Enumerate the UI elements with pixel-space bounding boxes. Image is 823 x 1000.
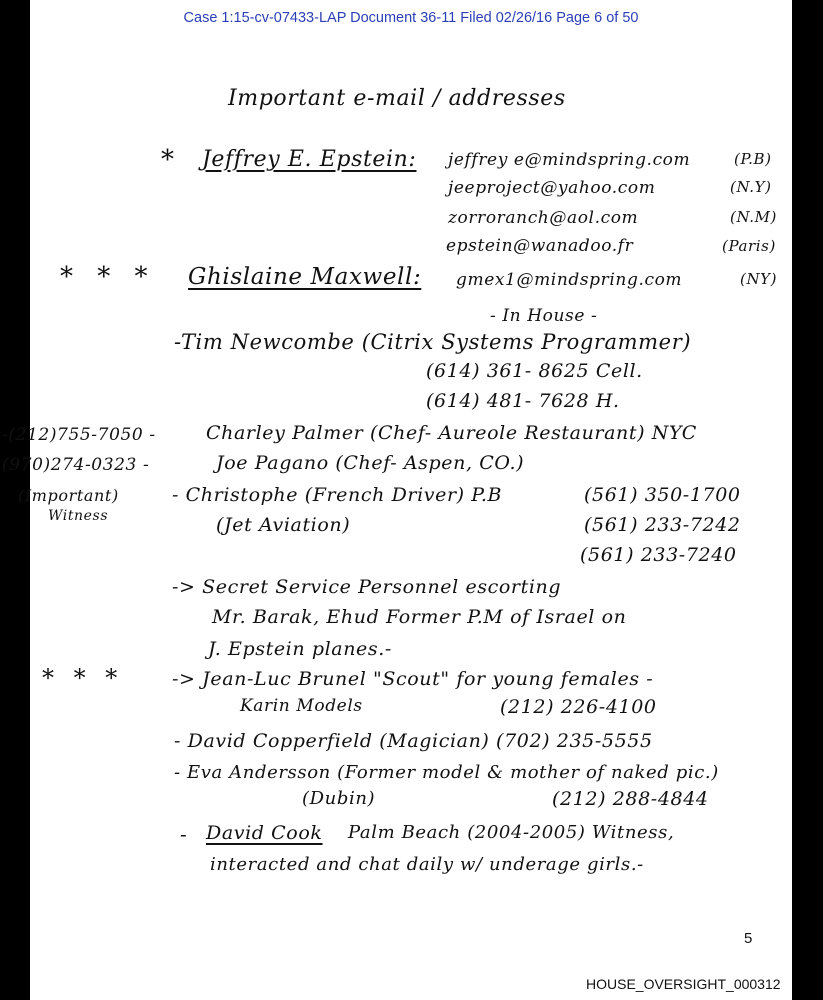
epstein-email-2: jeeproject@yahoo.com: [448, 178, 656, 198]
secret-service-line-2: Mr. Barak, Ehud Former P.M of Israel on: [212, 606, 627, 628]
important-note: (Important): [18, 486, 119, 505]
brunel-line: -> Jean-Luc Brunel "Scout" for young females -: [172, 668, 654, 690]
bates-number: HOUSE_OVERSIGHT_000312: [586, 976, 781, 992]
epstein-email-1: jeffrey e@mindspring.com: [448, 150, 691, 170]
christophe-phone-2: (561) 233-7242: [584, 514, 741, 536]
pagano-phone: (970)274-0323 -: [2, 455, 150, 475]
cook-dash: -: [180, 822, 188, 846]
epstein-loc-4: (Paris): [722, 237, 776, 255]
epstein-loc-1: (P.B): [734, 150, 772, 168]
epstein-loc-3: (N.M): [730, 208, 777, 226]
secret-service-line-3: J. Epstein planes.-: [208, 638, 392, 660]
newcombe-phone-cell: (614) 361- 8625 Cell.: [426, 360, 643, 382]
maxwell-loc: (NY): [740, 270, 778, 288]
secret-service-line-1: -> Secret Service Personnel escorting: [172, 576, 562, 598]
christophe-sub: (Jet Aviation): [216, 514, 351, 536]
cook-line: Palm Beach (2004-2005) Witness,: [348, 822, 675, 843]
epstein-loc-2: (N.Y): [730, 178, 772, 196]
case-header: Case 1:15-cv-07433-LAP Document 36-11 Filed 02/26/16 Page 6 of 50: [183, 10, 639, 26]
brunel-phone: (212) 226-4100: [500, 696, 657, 718]
palmer-line: Charley Palmer (Chef- Aureole Restaurant) NYC: [206, 422, 697, 444]
cook-name: David Cook: [206, 822, 323, 844]
andersson-phone: (212) 288-4844: [552, 788, 709, 810]
christophe-line: - Christophe (French Driver) P.B: [172, 484, 503, 506]
brunel-sub: Karin Models: [240, 696, 363, 716]
maxwell-stars: * * *: [60, 262, 156, 292]
document-page: [2, 0, 792, 1000]
andersson-sub: (Dubin): [302, 788, 376, 809]
epstein-name: Jeffrey E. Epstein:: [202, 147, 417, 172]
brunel-stars: * * *: [42, 664, 124, 692]
in-house-note: - In House -: [490, 306, 598, 326]
christophe-phone-3: (561) 233-7240: [580, 544, 737, 566]
pagano-line: Joe Pagano (Chef- Aspen, CO.): [216, 452, 525, 474]
cook-line-2: interacted and chat daily w/ underage girls.-: [210, 854, 644, 875]
epstein-email-3: zorroranch@aol.com: [448, 208, 639, 228]
epstein-star: *: [161, 145, 175, 175]
newcombe-line: -Tim Newcombe (Citrix Systems Programmer): [174, 330, 692, 354]
copperfield-line: - David Copperfield (Magician) (702) 235-5555: [174, 730, 653, 752]
page-title: Important e-mail / addresses: [228, 86, 566, 111]
newcombe-phone-home: (614) 481- 7628 H.: [426, 390, 620, 412]
maxwell-email: gmex1@mindspring.com: [456, 270, 683, 290]
palmer-phone: -(212)755-7050 -: [2, 425, 156, 445]
andersson-line: - Eva Andersson (Former model & mother of naked pic.): [174, 762, 719, 783]
christophe-phone-1: (561) 350-1700: [584, 484, 741, 506]
page-number: 5: [744, 930, 753, 947]
maxwell-name: Ghislaine Maxwell:: [188, 264, 422, 290]
epstein-email-4: epstein@wanadoo.fr: [446, 236, 634, 256]
witness-note: Witness: [48, 508, 109, 524]
